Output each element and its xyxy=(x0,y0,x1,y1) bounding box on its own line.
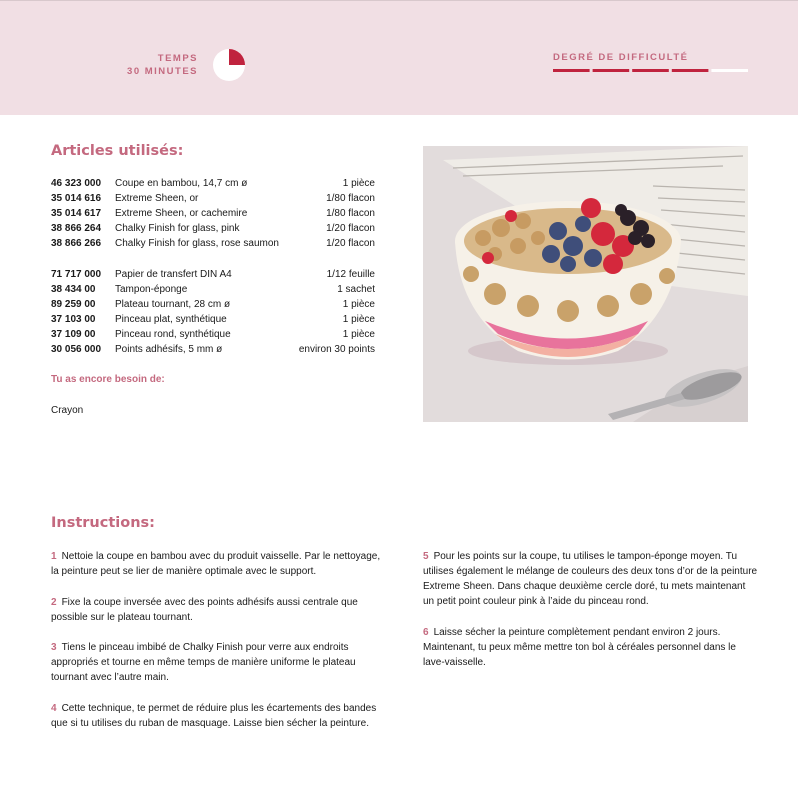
instructions-title: Instructions: xyxy=(51,515,155,531)
article-row xyxy=(51,206,375,221)
article-row xyxy=(51,176,375,191)
step-text: utilises également le mélange de couleurs des deux tons d’or de la peinture xyxy=(423,566,758,577)
article-row xyxy=(51,312,375,327)
article-code: 46 323 000 xyxy=(51,178,102,189)
article-qty: 1/20 flacon xyxy=(326,223,375,234)
article-name: Points adhésifs, 5 mm ø xyxy=(115,344,223,355)
article-name: Tampon-éponge xyxy=(115,284,188,295)
article-name: Papier de transfert DIN A4 xyxy=(115,269,232,280)
article-row xyxy=(51,282,375,297)
step-text: Maintenant, tu peux même mettre ton bol à céréales personnel dans le xyxy=(423,642,736,653)
article-row xyxy=(51,342,375,357)
need-item: Crayon xyxy=(51,405,84,416)
article-qty: 1/12 feuille xyxy=(326,269,375,280)
time-info xyxy=(100,52,198,78)
article-code: 30 056 000 xyxy=(51,344,102,355)
article-name: Chalky Finish for glass, rose saumon xyxy=(115,238,279,249)
time-label: TEMPS xyxy=(157,53,198,64)
step-number: 1 xyxy=(51,551,57,562)
step-text: la peinture peut se lier de manière optimale avec le support. xyxy=(51,566,317,577)
article-code: 37 109 00 xyxy=(51,329,96,340)
difficulty-segment xyxy=(553,69,590,72)
article-row xyxy=(51,327,375,342)
step-number: 3 xyxy=(51,642,57,653)
instruction-step xyxy=(423,625,763,670)
instruction-step xyxy=(51,701,391,731)
article-code: 38 866 266 xyxy=(51,238,102,249)
article-qty: 1/20 flacon xyxy=(326,238,375,249)
article-qty: 1/80 flacon xyxy=(326,193,375,204)
step-text: Laisse sécher la peinture complètement pendant environ 2 jours. xyxy=(433,627,721,638)
article-name: Coupe en bambou, 14,7 cm ø xyxy=(115,178,248,189)
article-name: Plateau tournant, 28 cm ø xyxy=(115,299,231,310)
article-qty: 1 pièce xyxy=(342,178,375,189)
article-code: 35 014 617 xyxy=(51,208,102,219)
article-code: 35 014 616 xyxy=(51,193,102,204)
time-value: 30 MINUTES xyxy=(127,66,198,77)
step-number: 5 xyxy=(423,551,429,562)
article-name: Extreme Sheen, or xyxy=(115,193,199,204)
need-title: Tu as encore besoin de: xyxy=(51,374,165,385)
article-qty: 1 pièce xyxy=(342,314,375,325)
step-text: Nettoie la coupe en bambou avec du produit vaisselle. Par le nettoyage, xyxy=(61,551,381,562)
article-qty: 1/80 flacon xyxy=(326,208,375,219)
article-qty: environ 30 points xyxy=(298,344,375,355)
article-row xyxy=(51,191,375,206)
step-text: appropriés et tourne en même temps de manière uniforme le plateau xyxy=(51,657,356,668)
article-row xyxy=(51,267,375,282)
article-qty: 1 pièce xyxy=(342,329,375,340)
step-text: lave-vaisselle. xyxy=(423,657,486,668)
articles-list xyxy=(51,176,375,357)
step-text: Extreme Sheen. Dans chaque deuxième cercle doré, tu mets maintenant xyxy=(423,581,746,592)
step-text: Cette technique, te permet de réduire plus les écartements des bandes xyxy=(61,703,377,714)
article-row xyxy=(51,236,375,251)
article-row xyxy=(51,297,375,312)
difficulty-segment xyxy=(672,69,709,72)
step-text: Fixe la coupe inversée avec des points adhésifs aussi centrale que xyxy=(61,597,358,608)
difficulty xyxy=(553,52,748,63)
article-name: Extreme Sheen, or cachemire xyxy=(115,208,248,219)
step-text: possible sur le plateau tournant. xyxy=(51,612,193,623)
article-code: 38 866 264 xyxy=(51,223,102,234)
article-qty: 1 pièce xyxy=(342,299,375,310)
difficulty-bars xyxy=(553,69,748,73)
instruction-step xyxy=(51,595,391,625)
step-text: Tiens le pinceau imbibé de Chalky Finish pour verre aux endroits xyxy=(61,642,349,653)
article-qty: 1 sachet xyxy=(337,284,375,295)
instruction-step xyxy=(423,549,763,609)
step-text: tournant avec l’autre main. xyxy=(51,672,169,683)
articles-title: Articles utilisés: xyxy=(51,143,184,159)
difficulty-segment xyxy=(711,69,748,72)
article-code: 89 259 00 xyxy=(51,299,96,310)
article-name: Pinceau rond, synthétique xyxy=(115,329,231,340)
difficulty-segment xyxy=(632,69,669,72)
article-name: Pinceau plat, synthétique xyxy=(115,314,227,325)
instruction-step xyxy=(51,549,391,579)
difficulty-segment xyxy=(593,69,630,72)
article-row xyxy=(51,221,375,236)
cereal-bowl-photo xyxy=(423,146,748,422)
article-code: 37 103 00 xyxy=(51,314,96,325)
article-code: 38 434 00 xyxy=(51,284,96,295)
clock-icon xyxy=(212,48,246,82)
step-text: que si tu utilises du ruban de masquage. Laisse bien sécher la peinture. xyxy=(51,718,369,729)
article-name: Chalky Finish for glass, pink xyxy=(115,223,240,234)
instruction-step xyxy=(51,640,391,685)
step-text: un petit point couleur pink à l’aide du pinceau rond. xyxy=(423,596,649,607)
step-number: 2 xyxy=(51,597,57,608)
step-number: 6 xyxy=(423,627,429,638)
clock-wedge xyxy=(229,49,245,65)
article-code: 71 717 000 xyxy=(51,269,102,280)
difficulty-label: DEGRÉ DE DIFFICULTÉ xyxy=(553,52,689,63)
step-number: 4 xyxy=(51,703,57,714)
step-text: Pour les points sur la coupe, tu utilises le tampon-éponge moyen. Tu xyxy=(433,551,738,562)
